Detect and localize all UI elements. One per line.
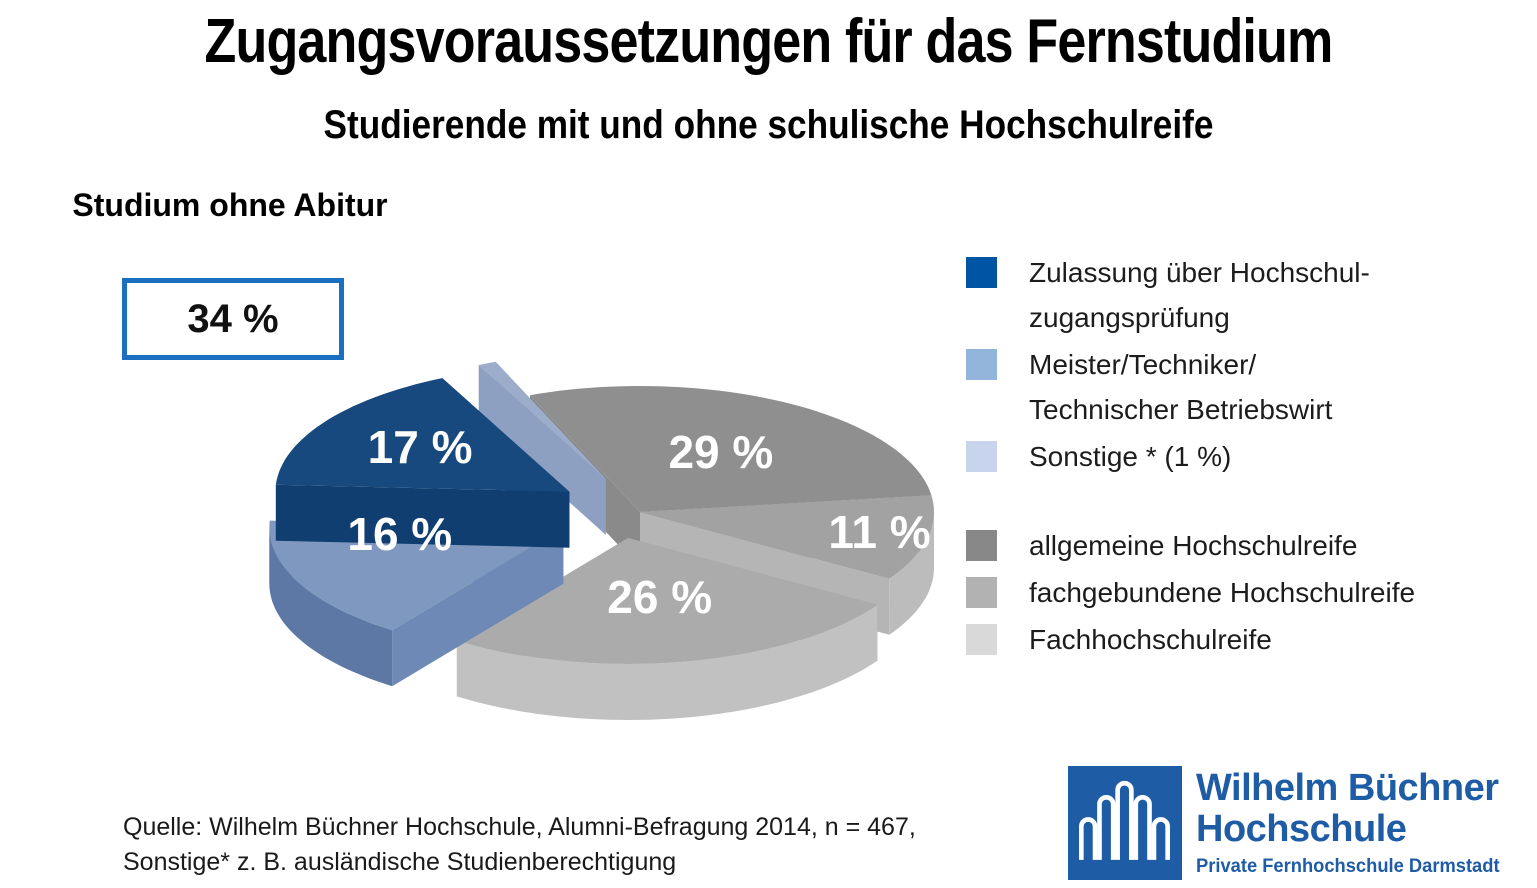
source-line2: Sonstige* z. B. ausländische Studienberechtigung [123,848,677,876]
legend-group-blue [966,250,1506,481]
legend-swatch-sonstige-icon [966,441,997,472]
legend-label: allgemeine Hochschulreife [1029,530,1358,561]
wbh-logo-mark-icon [1068,766,1182,880]
legend-label: Technischer Betriebswirt [1029,394,1333,425]
callout-heading-line1: Studium [72,187,201,223]
legend-group-gray [966,523,1506,664]
legend-item-allgemeine [966,523,1506,568]
pie-slice-label: 26 % [607,570,713,623]
page-subtitle: Studierende mit und ohne schulische Hochschulreife [323,103,1214,147]
pie-slice-label: 16 % [347,508,453,561]
pie-slice-label: 11 % [828,506,931,558]
callout-heading-line2: ohne Abitur [209,187,388,223]
pie-slice-label: 17 % [367,420,473,473]
legend-label: Fachhochschulreife [1029,624,1272,655]
page-title: Zugangsvoraussetzungen für das Fernstudium [204,7,1333,76]
legend-label: zugangsprüfung [1029,302,1230,333]
wbh-logo [1068,766,1519,880]
legend-swatch-zulassung-icon [966,257,997,288]
legend-swatch-fachhochschulreife-icon [966,624,997,655]
source-note [123,810,916,880]
legend-item-meister [966,342,1506,432]
legend-item-sonstige [966,434,1506,479]
callout-value-box [122,278,344,360]
legend-item-zulassung [966,250,1506,340]
legend-label: Meister/Techniker/ [1029,349,1257,380]
callout-heading [60,186,400,224]
logo-tagline: Private Fernhochschule Darmstadt [1196,855,1500,877]
logo-name: Wilhelm Büchner Hochschule [1196,767,1499,850]
legend [966,250,1506,664]
pie-chart-3d [250,350,970,760]
legend-swatch-meister-icon [966,349,997,380]
pie-slice-label: 29 % [668,426,774,478]
legend-swatch-allgemeine-icon [966,530,997,561]
source-line1: Quelle: Wilhelm Büchner Hochschule, Alumni-Befragung 2014, n = 467, [123,813,916,841]
legend-item-fachhochschulreife [966,617,1506,662]
legend-item-fachgebundene [966,570,1506,615]
legend-swatch-fachgebundene-icon [966,577,997,608]
legend-label: Sonstige * (1 %) [1029,441,1232,472]
legend-label: fachgebundene Hochschulreife [1029,577,1416,608]
callout-value: 34 % [187,296,279,341]
legend-label: Zulassung über Hochschul- [1029,257,1370,288]
pie-chart-area [250,350,970,760]
